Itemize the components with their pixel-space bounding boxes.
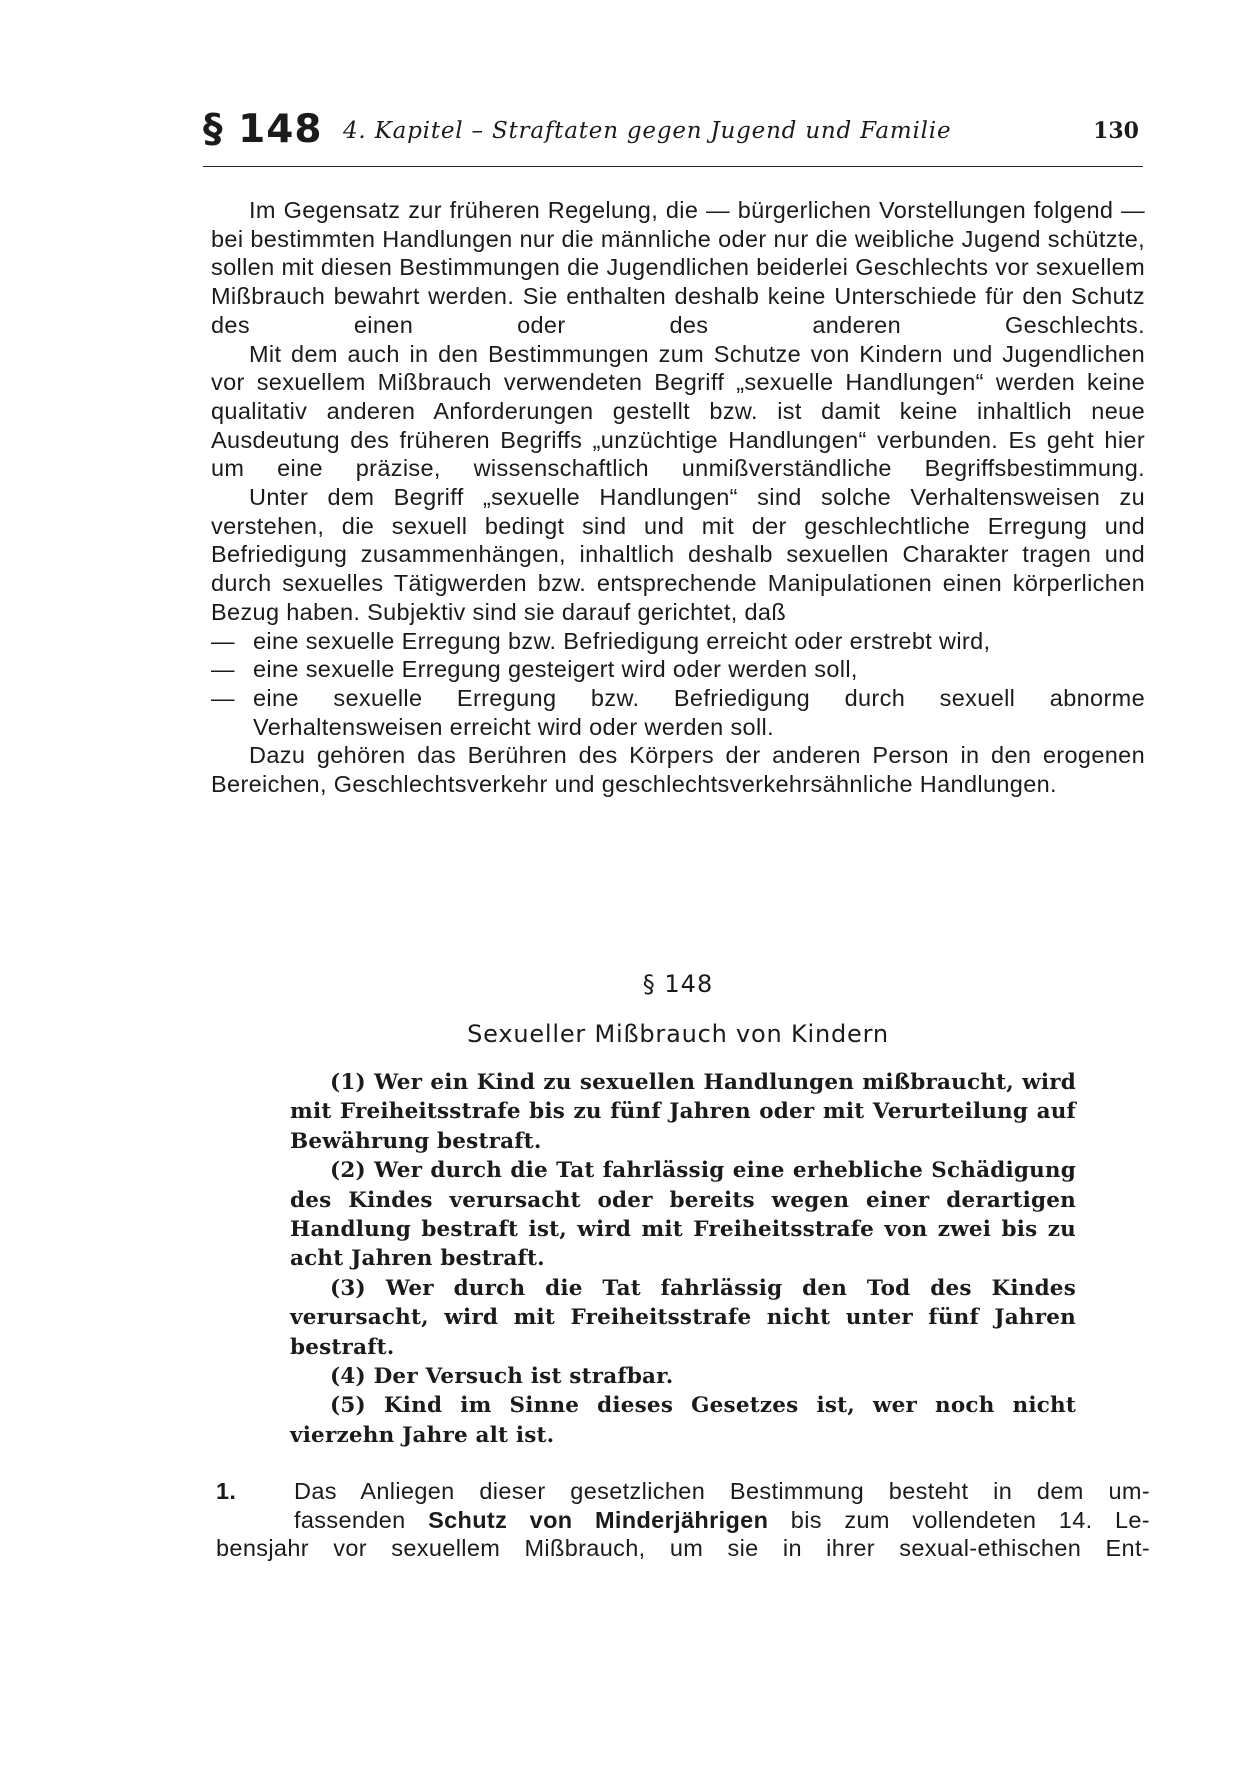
commentary-line-3: bensjahr vor sexuellem Mißbrauch, um sie in ihrer sexual-ethischen Ent- bbox=[216, 1535, 1150, 1562]
commentary-number: 1. bbox=[216, 1478, 237, 1504]
running-header bbox=[203, 106, 1143, 162]
statute-clause-4: (4) Der Versuch ist strafbar. bbox=[330, 1364, 674, 1390]
commentary-line-1: Das Anliegen dieser gesetzlichen Bestimmung besteht in dem um- bbox=[294, 1478, 1150, 1504]
dash-bullet: — bbox=[211, 656, 235, 683]
dash-bullet: — bbox=[211, 684, 235, 711]
statute-clause-5: (5) Kind im Sinne dieses Gesetzes ist, wer noch nicht vierzehn Jahre alt ist. bbox=[290, 1393, 1076, 1448]
header-divider bbox=[203, 166, 1143, 167]
paragraph-1: Im Gegensatz zur früheren Regelung, die — bürgerlichen Vorstellungen folgend — bei bestimmten Handlungen nur die männliche oder nur die weibliche Jugend schützte, sollen mit diesen Bestimmungen die Jugendlichen beiderlei Geschlechts vor sexuellem Mißbrauch bewahrt werden. Sie enthalten deshalb keine Unterschiede für den Schutz des einen oder des anderen Geschlechts. bbox=[211, 197, 1145, 338]
paragraph-3: Unter dem Begriff „sexuelle Handlungen“ sind solche Verhaltensweisen zu verstehen, die sexuell bedingt sind und mit der geschlechtliche Erregung und Befriedigung zusammenhängen, inhaltlich deshalb sexuellen Charakter tragen und durch sexuelles Tätigwerden bzw. entsprechende Manipulationen einen körperlichen Bezug haben. Subjektiv sind sie darauf gerichtet, daß bbox=[211, 484, 1145, 625]
list-item bbox=[211, 684, 1145, 741]
section-title: Sexueller Mißbrauch von Kindern bbox=[467, 1020, 889, 1048]
intro-text bbox=[211, 196, 1145, 799]
commentary-emphasis: Schutz von Minderjährigen bbox=[428, 1506, 769, 1533]
list-item bbox=[211, 627, 1145, 656]
header-section-mark: § 148 bbox=[203, 107, 323, 152]
dash-bullet: — bbox=[211, 627, 235, 654]
commentary-line-2 bbox=[216, 1506, 1150, 1535]
commentary-text: bis zum vollendeten 14. Le- bbox=[790, 1506, 1150, 1533]
statute-clause-3: (3) Wer durch die Tat fahrlässig den Tod des Kindes verursacht, wird mit Freiheitsstrafe nicht unter fünf Jahren bestraft. bbox=[290, 1275, 1076, 1360]
commentary-text: fassenden bbox=[294, 1506, 406, 1533]
paragraph-2: Mit dem auch in den Bestimmungen zum Schutze von Kindern und Jugendlichen vor sexuellem Mißbrauch verwendeten Begriff „sexuelle Handlungen“ werden keine qualitativ anderen Anforderungen gestellt bzw. ist damit keine inhaltlich neue Ausdeutung des früheren Begriffs „unzüchtige Handlungen“ verbunden. Es geht hier um eine präzise, wissenschaftlich unmißverständliche Begriffsbestimmung. bbox=[211, 340, 1145, 482]
list-item-text: eine sexuelle Erregung gesteigert wird oder werden soll, bbox=[253, 656, 858, 683]
header-chapter-title: 4. Kapitel – Straftaten gegen Jugend und Familie bbox=[343, 118, 952, 144]
list-item-text: eine sexuelle Erregung bzw. Befriedigung erreicht oder erstrebt wird, bbox=[253, 627, 991, 654]
section-number: § 148 bbox=[642, 970, 714, 998]
list-item-text: eine sexuelle Erregung bzw. Befriedigung durch sexuell abnorme Verhaltensweisen erreicht wird oder werden soll. bbox=[253, 684, 1145, 740]
paragraph-4: Dazu gehören das Berühren des Körpers der anderen Person in den erogenen Bereichen, Geschlechtsverkehr und geschlechtsverkehrsähnliche Handlungen. bbox=[211, 742, 1145, 798]
list-item bbox=[211, 655, 1145, 684]
page-number: 130 bbox=[1093, 118, 1139, 144]
commentary bbox=[216, 1477, 1150, 1563]
statute-text bbox=[290, 1068, 1076, 1450]
statute-clause-2: (2) Wer durch die Tat fahrlässig eine erhebliche Schädigung des Kindes verursacht oder bereits wegen einer derartigen Handlung bestraft ist, wird mit Freiheitsstrafe von zwei bis zu acht Jahren bestraft. bbox=[290, 1158, 1076, 1272]
commentary-first-row bbox=[216, 1477, 1150, 1506]
statute-clause-1: (1) Wer ein Kind zu sexuellen Handlungen mißbraucht, wird mit Freiheitsstrafe bis zu fünf Jahren oder mit Verurteilung auf Bewährung bestraft. bbox=[290, 1070, 1076, 1154]
section-heading bbox=[211, 968, 1145, 1050]
